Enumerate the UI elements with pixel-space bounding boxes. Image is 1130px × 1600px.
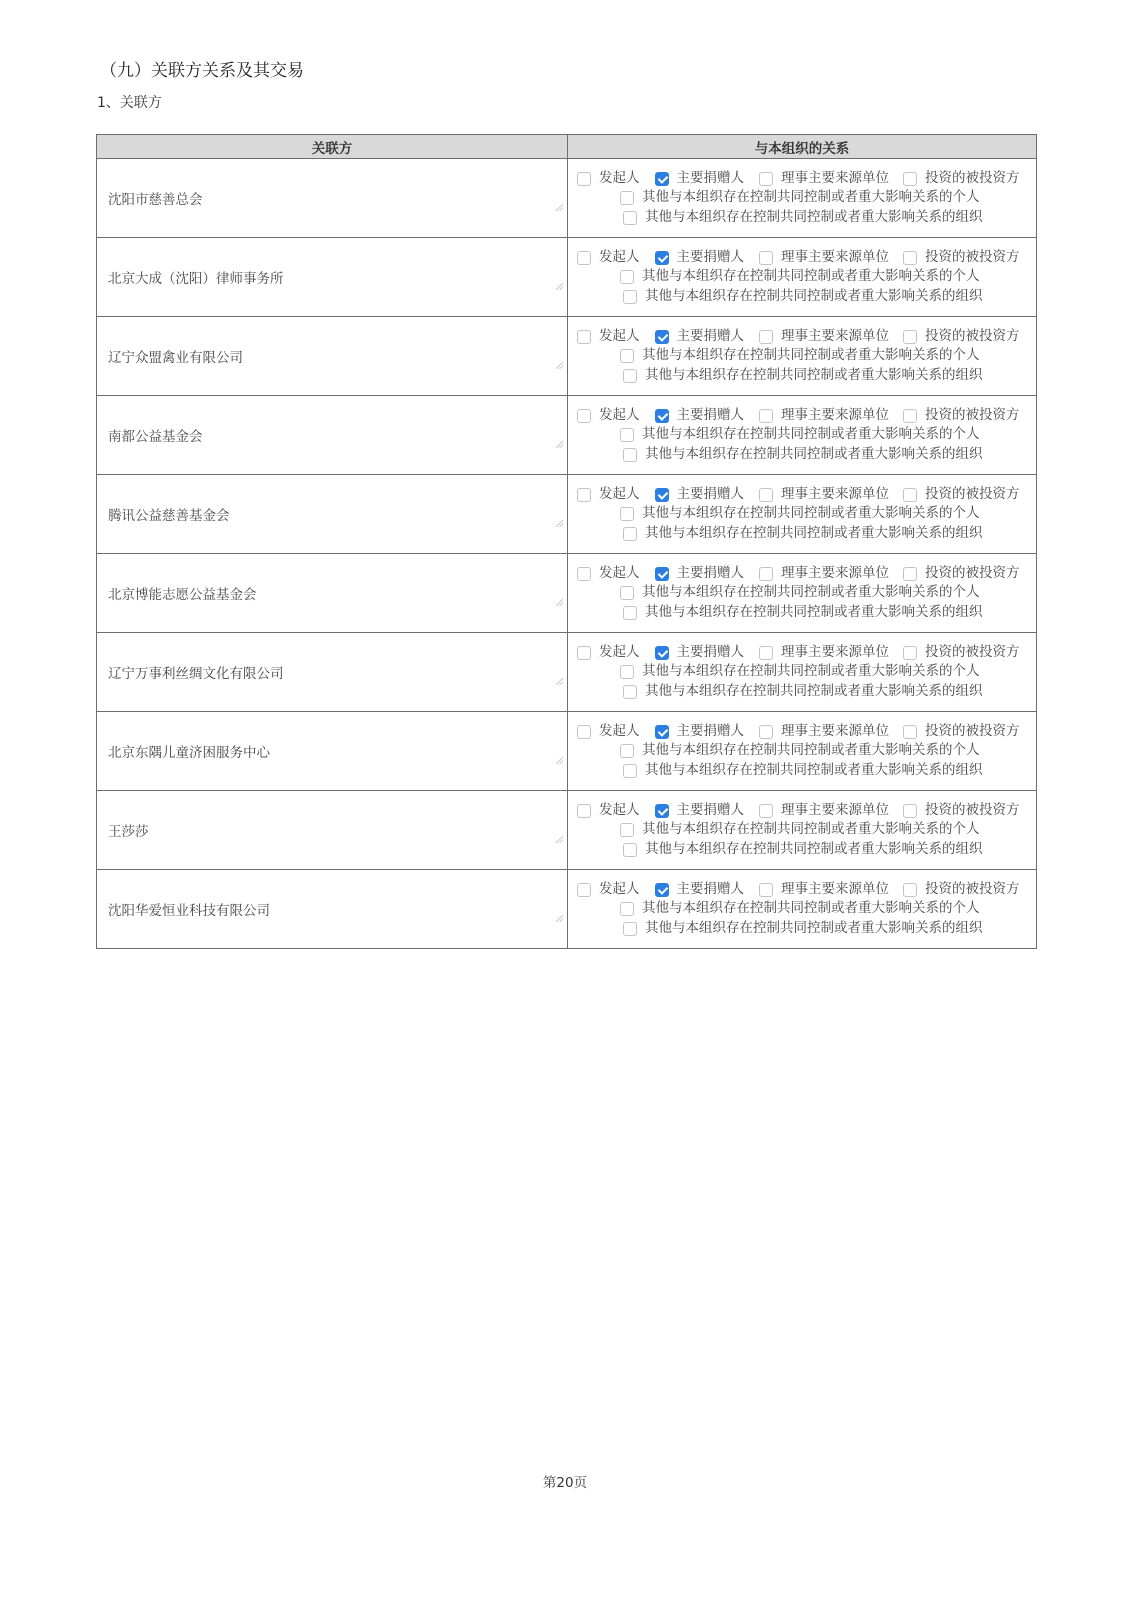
related-party-name: 腾讯公益慈善基金会: [108, 508, 230, 524]
related-party-name: 北京博能志愿公益基金会: [108, 587, 257, 603]
main-donor-checkbox[interactable]: [655, 883, 669, 897]
relationship-cell: [568, 633, 1037, 712]
founder-label: 发起人: [599, 327, 640, 344]
relationship-line-individual: [568, 662, 1036, 682]
founder-label: 发起人: [599, 643, 640, 660]
option-other-org[interactable]: [623, 603, 983, 623]
option-director-source[interactable]: [759, 169, 889, 189]
main-donor-checkbox[interactable]: [655, 251, 669, 265]
relationship-line-individual: [568, 267, 1036, 287]
investee-label: 投资的被投资方: [925, 564, 1020, 581]
option-main-donor[interactable]: [655, 801, 745, 821]
page-number: 第20页: [542, 1475, 588, 1491]
other-individual-checkbox[interactable]: [620, 586, 634, 600]
main-donor-label: 主要捐赠人: [676, 880, 744, 897]
option-other-org[interactable]: [623, 919, 983, 939]
related-party-name: 南都公益基金会: [108, 429, 203, 445]
option-main-donor[interactable]: [655, 169, 745, 189]
related-party-name: 辽宁众盟禽业有限公司: [108, 350, 243, 366]
main-donor-label: 主要捐赠人: [676, 169, 744, 186]
option-other-org[interactable]: [623, 761, 983, 781]
main-donor-checkbox[interactable]: [655, 646, 669, 660]
founder-checkbox[interactable]: [577, 725, 591, 739]
other-individual-checkbox[interactable]: [620, 507, 634, 521]
resize-handle-icon[interactable]: [556, 204, 563, 211]
director-source-checkbox[interactable]: [759, 172, 773, 186]
investee-checkbox[interactable]: [903, 883, 917, 897]
other-individual-label: 其他与本组织存在控制共同控制或者重大影响关系的个人: [642, 584, 980, 601]
section-title: （九）关联方关系及其交易: [100, 61, 304, 81]
relationship-line-primary: [568, 564, 1036, 584]
option-main-donor[interactable]: [655, 406, 745, 426]
director-source-label: 理事主要来源单位: [781, 801, 889, 818]
relationship-line-organization: [568, 445, 1036, 465]
table-row: [97, 791, 1037, 870]
other-individual-label: 其他与本组织存在控制共同控制或者重大影响关系的个人: [642, 505, 980, 522]
relationship-line-individual: [568, 820, 1036, 840]
other-org-checkbox[interactable]: [623, 685, 637, 699]
related-party-cell[interactable]: [97, 870, 568, 949]
investee-label: 投资的被投资方: [925, 485, 1020, 502]
investee-label: 投资的被投资方: [925, 169, 1020, 186]
option-investee[interactable]: [903, 327, 1020, 347]
founder-checkbox[interactable]: [577, 330, 591, 344]
investee-checkbox[interactable]: [903, 488, 917, 502]
other-individual-checkbox[interactable]: [620, 902, 634, 916]
relationship-line-individual: [568, 188, 1036, 208]
other-org-checkbox[interactable]: [623, 764, 637, 778]
option-main-donor[interactable]: [655, 880, 745, 900]
related-party-name: 北京东隅儿童济困服务中心: [108, 745, 270, 761]
resize-handle-icon[interactable]: [556, 836, 563, 843]
other-org-checkbox[interactable]: [623, 448, 637, 462]
founder-checkbox[interactable]: [577, 409, 591, 423]
director-source-label: 理事主要来源单位: [781, 169, 889, 186]
director-source-label: 理事主要来源单位: [781, 327, 889, 344]
resize-handle-icon[interactable]: [556, 362, 563, 369]
main-donor-checkbox[interactable]: [655, 488, 669, 502]
director-source-checkbox[interactable]: [759, 251, 773, 265]
option-other-individual[interactable]: [620, 741, 980, 761]
option-founder[interactable]: [577, 485, 640, 505]
option-other-individual[interactable]: [620, 425, 980, 445]
director-source-label: 理事主要来源单位: [781, 722, 889, 739]
related-party-cell[interactable]: [97, 317, 568, 396]
relationship-cell: [568, 396, 1037, 475]
other-org-checkbox[interactable]: [623, 606, 637, 620]
investee-checkbox[interactable]: [903, 172, 917, 186]
other-individual-checkbox[interactable]: [620, 665, 634, 679]
option-investee[interactable]: [903, 485, 1020, 505]
main-donor-checkbox[interactable]: [655, 330, 669, 344]
option-other-individual[interactable]: [620, 662, 980, 682]
main-donor-checkbox[interactable]: [655, 804, 669, 818]
other-org-checkbox[interactable]: [623, 211, 637, 225]
other-individual-checkbox[interactable]: [620, 349, 634, 363]
investee-label: 投资的被投资方: [925, 722, 1020, 739]
relationship-line-organization: [568, 524, 1036, 544]
founder-label: 发起人: [599, 406, 640, 423]
director-source-label: 理事主要来源单位: [781, 643, 889, 660]
header-related-party: 关联方: [97, 135, 568, 159]
resize-handle-icon[interactable]: [556, 441, 563, 448]
director-source-checkbox[interactable]: [759, 725, 773, 739]
option-investee[interactable]: [903, 801, 1020, 821]
other-individual-label: 其他与本组织存在控制共同控制或者重大影响关系的个人: [642, 347, 980, 364]
option-other-individual[interactable]: [620, 346, 980, 366]
founder-label: 发起人: [599, 880, 640, 897]
related-party-name: 沈阳华爱恒业科技有限公司: [108, 903, 270, 919]
director-source-label: 理事主要来源单位: [781, 880, 889, 897]
main-donor-label: 主要捐赠人: [676, 722, 744, 739]
investee-checkbox[interactable]: [903, 251, 917, 265]
related-party-table: [96, 134, 1037, 949]
relationship-line-individual: [568, 425, 1036, 445]
other-org-label: 其他与本组织存在控制共同控制或者重大影响关系的组织: [645, 445, 983, 462]
option-main-donor[interactable]: [655, 485, 745, 505]
option-director-source[interactable]: [759, 722, 889, 742]
table-row: [97, 870, 1037, 949]
founder-checkbox[interactable]: [577, 251, 591, 265]
option-director-source[interactable]: [759, 564, 889, 584]
other-org-checkbox[interactable]: [623, 369, 637, 383]
main-donor-checkbox[interactable]: [655, 725, 669, 739]
relationship-line-primary: [568, 169, 1036, 189]
founder-label: 发起人: [599, 564, 640, 581]
other-individual-label: 其他与本组织存在控制共同控制或者重大影响关系的个人: [642, 821, 980, 838]
option-investee[interactable]: [903, 564, 1020, 584]
option-founder[interactable]: [577, 169, 640, 189]
director-source-label: 理事主要来源单位: [781, 248, 889, 265]
director-source-label: 理事主要来源单位: [781, 564, 889, 581]
option-director-source[interactable]: [759, 406, 889, 426]
option-founder[interactable]: [577, 722, 640, 742]
director-source-checkbox[interactable]: [759, 883, 773, 897]
sub-title: 1、关联方: [97, 95, 162, 111]
table-row: [97, 317, 1037, 396]
header-relationship: 与本组织的关系: [568, 135, 1037, 159]
other-individual-checkbox[interactable]: [620, 428, 634, 442]
resize-handle-icon[interactable]: [556, 599, 563, 606]
investee-label: 投资的被投资方: [925, 327, 1020, 344]
founder-label: 发起人: [599, 485, 640, 502]
relationship-cell: [568, 870, 1037, 949]
relationship-line-organization: [568, 840, 1036, 860]
investee-checkbox[interactable]: [903, 567, 917, 581]
option-director-source[interactable]: [759, 643, 889, 663]
relationship-line-primary: [568, 801, 1036, 821]
other-org-label: 其他与本组织存在控制共同控制或者重大影响关系的组织: [645, 603, 983, 620]
founder-checkbox[interactable]: [577, 488, 591, 502]
option-director-source[interactable]: [759, 880, 889, 900]
resize-handle-icon[interactable]: [556, 678, 563, 685]
investee-label: 投资的被投资方: [925, 406, 1020, 423]
other-org-label: 其他与本组织存在控制共同控制或者重大影响关系的组织: [645, 840, 983, 857]
other-org-checkbox[interactable]: [623, 843, 637, 857]
option-main-donor[interactable]: [655, 327, 745, 347]
relationship-line-organization: [568, 761, 1036, 781]
table-row: [97, 633, 1037, 712]
table-row: [97, 159, 1037, 238]
relationship-cell: [568, 712, 1037, 791]
option-founder[interactable]: [577, 643, 640, 663]
main-donor-label: 主要捐赠人: [676, 485, 744, 502]
option-investee[interactable]: [903, 248, 1020, 268]
option-other-org[interactable]: [623, 840, 983, 860]
option-other-individual[interactable]: [620, 267, 980, 287]
option-other-individual[interactable]: [620, 504, 980, 524]
relationship-line-organization: [568, 603, 1036, 623]
table-row: [97, 238, 1037, 317]
table-row: [97, 554, 1037, 633]
director-source-label: 理事主要来源单位: [781, 406, 889, 423]
option-director-source[interactable]: [759, 327, 889, 347]
main-donor-label: 主要捐赠人: [676, 801, 744, 818]
relationship-cell: [568, 159, 1037, 238]
founder-checkbox[interactable]: [577, 172, 591, 186]
other-individual-label: 其他与本组织存在控制共同控制或者重大影响关系的个人: [642, 663, 980, 680]
main-donor-checkbox[interactable]: [655, 409, 669, 423]
other-org-label: 其他与本组织存在控制共同控制或者重大影响关系的组织: [645, 524, 983, 541]
relationship-line-primary: [568, 485, 1036, 505]
relationship-line-organization: [568, 208, 1036, 228]
other-org-label: 其他与本组织存在控制共同控制或者重大影响关系的组织: [645, 366, 983, 383]
relationship-line-organization: [568, 366, 1036, 386]
relationship-cell: [568, 554, 1037, 633]
other-org-checkbox[interactable]: [623, 290, 637, 304]
related-party-cell[interactable]: [97, 238, 568, 317]
option-main-donor[interactable]: [655, 248, 745, 268]
option-other-individual[interactable]: [620, 583, 980, 603]
investee-checkbox[interactable]: [903, 804, 917, 818]
other-org-checkbox[interactable]: [623, 922, 637, 936]
director-source-checkbox[interactable]: [759, 488, 773, 502]
other-individual-label: 其他与本组织存在控制共同控制或者重大影响关系的个人: [642, 742, 980, 759]
related-party-cell[interactable]: [97, 475, 568, 554]
relationship-line-individual: [568, 741, 1036, 761]
director-source-checkbox[interactable]: [759, 409, 773, 423]
relationship-line-individual: [568, 346, 1036, 366]
table-row: [97, 396, 1037, 475]
table-body: [97, 159, 1037, 949]
founder-label: 发起人: [599, 722, 640, 739]
option-other-org[interactable]: [623, 524, 983, 544]
relationship-line-primary: [568, 406, 1036, 426]
table-row: [97, 712, 1037, 791]
related-party-name: 沈阳市慈善总会: [108, 192, 203, 208]
option-founder[interactable]: [577, 406, 640, 426]
relationship-line-primary: [568, 643, 1036, 663]
investee-label: 投资的被投资方: [925, 248, 1020, 265]
table-header-row: [97, 135, 1037, 159]
relationship-line-individual: [568, 899, 1036, 919]
other-org-label: 其他与本组织存在控制共同控制或者重大影响关系的组织: [645, 287, 983, 304]
main-donor-label: 主要捐赠人: [676, 327, 744, 344]
other-individual-label: 其他与本组织存在控制共同控制或者重大影响关系的个人: [642, 189, 980, 206]
option-main-donor[interactable]: [655, 722, 745, 742]
option-founder[interactable]: [577, 880, 640, 900]
related-party-cell[interactable]: [97, 396, 568, 475]
option-founder[interactable]: [577, 327, 640, 347]
other-org-label: 其他与本组织存在控制共同控制或者重大影响关系的组织: [645, 208, 983, 225]
option-founder[interactable]: [577, 248, 640, 268]
option-other-org[interactable]: [623, 208, 983, 228]
relationship-line-individual: [568, 583, 1036, 603]
relationship-line-organization: [568, 287, 1036, 307]
option-director-source[interactable]: [759, 801, 889, 821]
other-individual-label: 其他与本组织存在控制共同控制或者重大影响关系的个人: [642, 426, 980, 443]
related-party-cell[interactable]: [97, 791, 568, 870]
relationship-cell: [568, 791, 1037, 870]
relationship-cell: [568, 317, 1037, 396]
founder-label: 发起人: [599, 248, 640, 265]
main-donor-checkbox[interactable]: [655, 567, 669, 581]
related-party-name: 王莎莎: [108, 824, 149, 840]
relationship-line-primary: [568, 722, 1036, 742]
relationship-line-organization: [568, 919, 1036, 939]
main-donor-label: 主要捐赠人: [676, 564, 744, 581]
relationship-line-organization: [568, 682, 1036, 702]
main-donor-label: 主要捐赠人: [676, 643, 744, 660]
founder-checkbox[interactable]: [577, 567, 591, 581]
main-donor-checkbox[interactable]: [655, 172, 669, 186]
option-main-donor[interactable]: [655, 643, 745, 663]
related-party-cell[interactable]: [97, 712, 568, 791]
founder-checkbox[interactable]: [577, 883, 591, 897]
related-party-cell[interactable]: [97, 159, 568, 238]
option-other-org[interactable]: [623, 287, 983, 307]
investee-checkbox[interactable]: [903, 330, 917, 344]
option-investee[interactable]: [903, 406, 1020, 426]
founder-checkbox[interactable]: [577, 646, 591, 660]
resize-handle-icon[interactable]: [556, 520, 563, 527]
resize-handle-icon[interactable]: [556, 915, 563, 922]
director-source-checkbox[interactable]: [759, 804, 773, 818]
relationship-line-primary: [568, 327, 1036, 347]
founder-label: 发起人: [599, 169, 640, 186]
relationship-line-individual: [568, 504, 1036, 524]
relationship-line-primary: [568, 880, 1036, 900]
resize-handle-icon[interactable]: [556, 283, 563, 290]
investee-checkbox[interactable]: [903, 409, 917, 423]
related-party-cell[interactable]: [97, 554, 568, 633]
option-other-individual[interactable]: [620, 899, 980, 919]
other-individual-checkbox[interactable]: [620, 191, 634, 205]
option-other-individual[interactable]: [620, 188, 980, 208]
option-main-donor[interactable]: [655, 564, 745, 584]
related-party-name: 北京大成（沈阳）律师事务所: [108, 271, 284, 287]
related-party-name: 辽宁万事利丝绸文化有限公司: [108, 666, 284, 682]
investee-checkbox[interactable]: [903, 646, 917, 660]
director-source-checkbox[interactable]: [759, 330, 773, 344]
other-individual-checkbox[interactable]: [620, 270, 634, 284]
other-individual-checkbox[interactable]: [620, 823, 634, 837]
option-founder[interactable]: [577, 564, 640, 584]
director-source-checkbox[interactable]: [759, 646, 773, 660]
investee-label: 投资的被投资方: [925, 880, 1020, 897]
other-org-label: 其他与本组织存在控制共同控制或者重大影响关系的组织: [645, 682, 983, 699]
other-org-checkbox[interactable]: [623, 527, 637, 541]
other-org-label: 其他与本组织存在控制共同控制或者重大影响关系的组织: [645, 761, 983, 778]
related-party-cell[interactable]: [97, 633, 568, 712]
table-row: [97, 475, 1037, 554]
founder-label: 发起人: [599, 801, 640, 818]
relationship-cell: [568, 475, 1037, 554]
main-donor-label: 主要捐赠人: [676, 406, 744, 423]
option-investee[interactable]: [903, 169, 1020, 189]
option-investee[interactable]: [903, 643, 1020, 663]
director-source-checkbox[interactable]: [759, 567, 773, 581]
option-investee[interactable]: [903, 880, 1020, 900]
option-director-source[interactable]: [759, 248, 889, 268]
relationship-line-primary: [568, 248, 1036, 268]
investee-label: 投资的被投资方: [925, 801, 1020, 818]
other-individual-checkbox[interactable]: [620, 744, 634, 758]
option-other-org[interactable]: [623, 366, 983, 386]
option-investee[interactable]: [903, 722, 1020, 742]
option-director-source[interactable]: [759, 485, 889, 505]
other-individual-label: 其他与本组织存在控制共同控制或者重大影响关系的个人: [642, 900, 980, 917]
founder-checkbox[interactable]: [577, 804, 591, 818]
investee-checkbox[interactable]: [903, 725, 917, 739]
resize-handle-icon[interactable]: [556, 757, 563, 764]
option-other-org[interactable]: [623, 682, 983, 702]
option-founder[interactable]: [577, 801, 640, 821]
main-donor-label: 主要捐赠人: [676, 248, 744, 265]
other-org-label: 其他与本组织存在控制共同控制或者重大影响关系的组织: [645, 919, 983, 936]
option-other-individual[interactable]: [620, 820, 980, 840]
relationship-cell: [568, 238, 1037, 317]
option-other-org[interactable]: [623, 445, 983, 465]
other-individual-label: 其他与本组织存在控制共同控制或者重大影响关系的个人: [642, 268, 980, 285]
director-source-label: 理事主要来源单位: [781, 485, 889, 502]
investee-label: 投资的被投资方: [925, 643, 1020, 660]
